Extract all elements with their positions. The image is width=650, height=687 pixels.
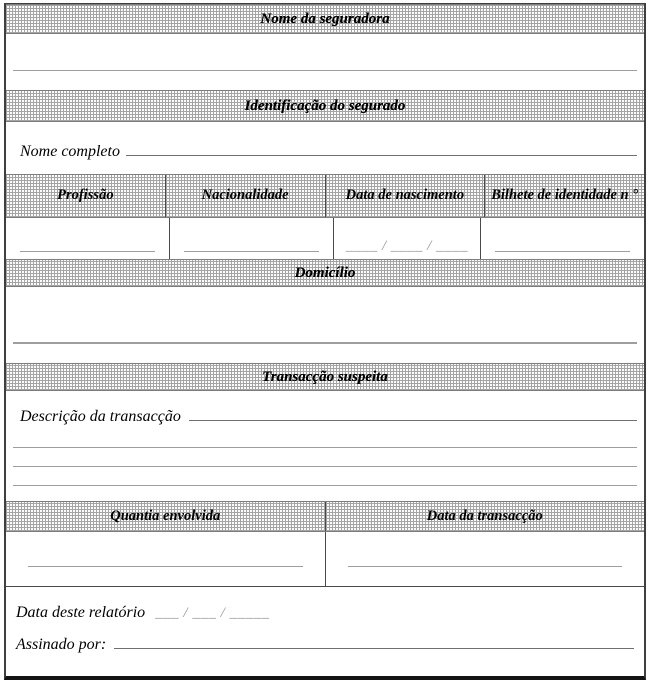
col-header-birth-date: Data de nascimento <box>325 175 485 217</box>
amount-cell <box>6 532 325 586</box>
domicile-section-header <box>6 259 644 287</box>
profession-cell <box>6 218 169 259</box>
transaction-description-field-line4[interactable] <box>13 485 637 486</box>
transaction-date-cell <box>325 532 645 586</box>
insurer-name-area <box>6 34 644 90</box>
id-card-cell <box>480 218 644 259</box>
report-date-field[interactable]: ___ / ___ / _____ <box>155 604 270 621</box>
insured-section-title: Identificação do segurado <box>244 97 406 114</box>
full-name-label: Nome completo <box>20 142 120 160</box>
col-header-nationality: Nacionalidade <box>165 175 325 217</box>
birth-date-cell <box>333 218 481 259</box>
identity-table-header <box>6 174 644 218</box>
signature-field[interactable] <box>114 635 634 649</box>
nationality-cell <box>169 218 333 259</box>
insurer-name-field[interactable] <box>13 70 637 71</box>
full-name-field[interactable] <box>126 142 637 156</box>
id-card-field[interactable] <box>495 251 630 252</box>
transaction-date-field[interactable] <box>348 566 623 567</box>
transaction-section-header <box>6 363 644 391</box>
transaction-description-field-line1[interactable] <box>189 407 637 421</box>
signed-by-label: Assinado por: <box>16 636 107 653</box>
signature-row <box>16 635 634 654</box>
transaction-description-area <box>6 391 644 501</box>
amount-date-table-header <box>6 501 644 532</box>
domicile-section-title: Domicílio <box>294 264 356 281</box>
profession-field[interactable] <box>20 251 155 252</box>
domicile-area <box>6 287 644 363</box>
birth-date-field[interactable]: ____ / ____ / ____ <box>345 238 469 254</box>
full-name-area <box>6 122 644 174</box>
insurer-section-title: Nome da seguradora <box>260 10 390 27</box>
col-header-profession: Profissão <box>6 175 165 217</box>
transaction-description-field-line3[interactable] <box>13 466 637 467</box>
col-header-transaction-date: Data da transacção <box>325 502 645 531</box>
amount-field[interactable] <box>28 566 303 567</box>
transaction-description-field-line2[interactable] <box>13 447 637 448</box>
insured-section-header <box>6 90 644 122</box>
insurer-section-header <box>6 4 644 34</box>
report-date-row <box>16 604 634 622</box>
col-header-id-card: Bilhete de identidade n ° <box>484 175 644 217</box>
col-header-amount: Quantia envolvida <box>6 502 325 531</box>
amount-date-table-body <box>6 532 644 587</box>
report-footer <box>6 587 644 676</box>
suspicious-transaction-form <box>4 3 646 680</box>
transaction-section-title: Transacção suspeita <box>262 368 388 385</box>
transaction-description-label: Descrição da transacção <box>20 408 181 425</box>
identity-table-body <box>6 218 644 259</box>
domicile-field-line2[interactable] <box>13 343 637 344</box>
nationality-field[interactable] <box>184 251 319 252</box>
report-date-label: Data deste relatório <box>16 604 146 621</box>
